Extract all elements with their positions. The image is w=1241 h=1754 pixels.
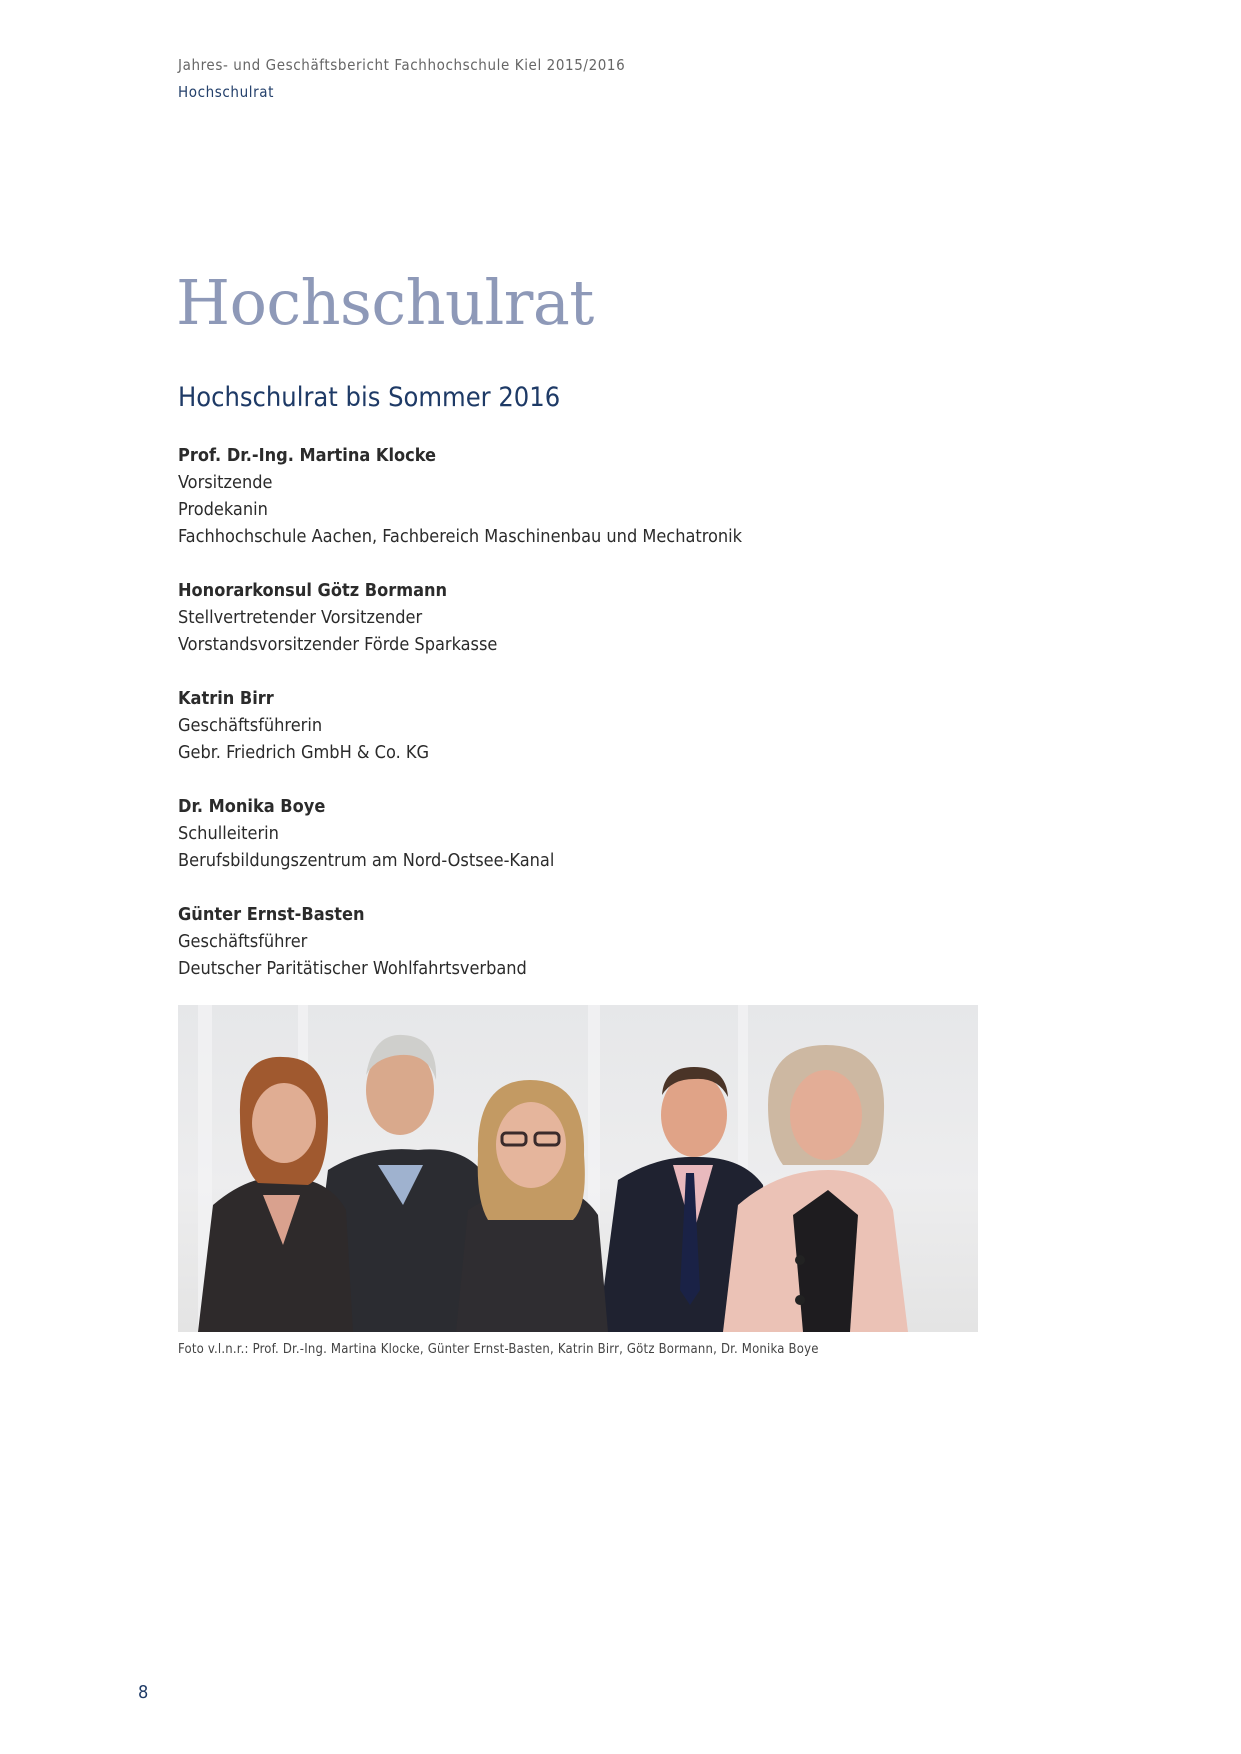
member-list — [178, 442, 1078, 1009]
person-3 — [456, 1080, 608, 1332]
member-name: Katrin Birr — [178, 688, 274, 709]
member-organization: Fachhochschule Aachen, Fachbereich Maschinenbau und Mechatronik — [178, 526, 743, 547]
section-label: Hochschulrat — [178, 83, 274, 101]
member-role: Geschäftsführerin — [178, 715, 323, 736]
member-entry — [178, 577, 1078, 658]
member-organization: Vorstandsvorsitzender Förde Sparkasse — [178, 634, 498, 655]
member-entry — [178, 793, 1078, 874]
member-name: Günter Ernst-Basten — [178, 904, 365, 925]
member-organization: Deutscher Paritätischer Wohlfahrtsverband — [178, 958, 527, 979]
member-entry — [178, 442, 1078, 550]
member-organization: Berufsbildungszentrum am Nord-Ostsee-Kanal — [178, 850, 555, 871]
member-role: Prodekanin — [178, 499, 268, 520]
report-title: Jahres- und Geschäftsbericht Fachhochschule Kiel 2015/2016 — [178, 56, 626, 74]
member-entry — [178, 901, 1078, 982]
group-photo — [178, 1005, 978, 1332]
member-name: Dr. Monika Boye — [178, 796, 326, 817]
member-name: Prof. Dr.-Ing. Martina Klocke — [178, 445, 437, 466]
running-header — [178, 52, 625, 106]
subheading: Hochschulrat bis Sommer 2016 — [178, 382, 561, 413]
person-1 — [198, 1057, 353, 1332]
photo-caption: Foto v.l.n.r.: Prof. Dr.-Ing. Martina Klocke, Günter Ernst-Basten, Katrin Birr, Götz Bormann, Dr. Monika Boye — [178, 1342, 819, 1357]
member-name: Honorarkonsul Götz Bormann — [178, 580, 448, 601]
member-entry — [178, 685, 1078, 766]
member-organization: Gebr. Friedrich GmbH & Co. KG — [178, 742, 430, 763]
page-number: 8 — [138, 1682, 149, 1703]
member-role: Geschäftsführer — [178, 931, 308, 952]
member-role: Vorsitzende — [178, 472, 273, 493]
page-title: Hochschulrat — [176, 266, 594, 339]
member-role: Schulleiterin — [178, 823, 279, 844]
member-role: Stellvertretender Vorsitzender — [178, 607, 423, 628]
